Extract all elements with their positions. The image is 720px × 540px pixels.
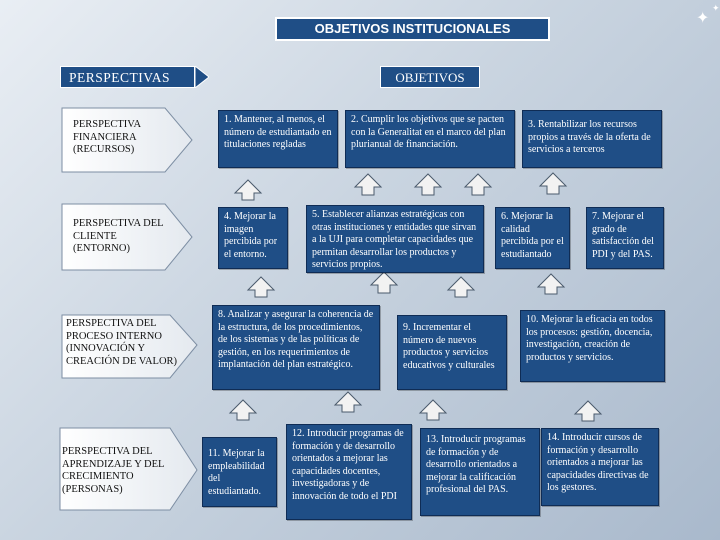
svg-text:✦: ✦ [696,8,710,27]
perspective-financial: PERSPECTIVA FINANCIERA (RECURSOS) [73,119,141,155]
objective-box-5: 5. Establecer alianzas estratégicas con otras instituciones y entidades que sirvan a la UJI para completar capacidades que permitan desarrollar los productos y servicios propios. [306,205,484,273]
up-arrow-5 [540,173,566,194]
perspective-learning-growth: PERSPECTIVA DEL APRENDIZAJE Y DEL CRECIMIENTO (PERSONAS) [62,446,165,495]
perspective-internal-process: PERSPECTIVA DEL PROCESO INTERNO (INNOVACIÓN Y CREACIÓN DE VALOR) [66,318,178,367]
up-arrow-9 [538,274,564,294]
svg-text:✦: ✦ [712,4,720,14]
up-arrow-4 [465,174,491,195]
perspectives-header: PERSPECTIVAS [60,66,195,88]
up-arrow-13 [575,401,601,421]
objective-box-10: 10. Mejorar la eficacia en todos los procesos: gestión, docencia, investigación, creación de productos y servicios. [520,310,665,382]
objective-box-3: 3. Rentabilizar los recursos propios a través de la oferta de servicios a terceros [522,110,662,168]
up-arrow-8 [448,277,474,297]
perspective-client: PERSPECTIVA DEL CLIENTE (ENTORNO) [73,218,164,254]
up-arrow-2 [355,174,381,195]
objective-box-7: 7. Mejorar el grado de satisfacción del PDI y del PAS. [586,207,664,269]
objective-box-6: 6. Mejorar la calidad percibida por el estudiantado [495,207,570,269]
objective-box-1: 1. Mantener, al menos, el número de estudiantado en titulaciones regladas [218,110,338,168]
objective-box-4: 4. Mejorar la imagen percibida por el entorno. [218,207,288,269]
objective-box-9: 9. Incrementar el número de nuevos productos y servicios educativos y culturales [397,315,507,390]
objective-box-14: 14. Introducir cursos de formación y desarrollo orientados a mejorar las capacidades directivas de los gestores. [541,428,659,506]
objective-box-13: 13. Introducir programas de formación y de desarrollo orientados a mejorar la calificación profesional del PAS. [420,428,540,516]
up-arrow-1 [235,180,261,200]
up-arrow-12 [420,400,446,420]
up-arrow-7 [371,272,397,293]
objective-box-11: 11. Mejorar la empleabilidad del estudiantado. [202,437,277,507]
up-arrow-11 [335,392,361,412]
up-arrow-10 [230,400,256,420]
page-title: OBJETIVOS INSTITUCIONALES [275,17,550,41]
up-arrow-3 [415,174,441,195]
objective-box-2: 2. Cumplir los objetivos que se pacten con la Generalitat en el marco del plan plurianual de financiación. [345,110,515,168]
objective-box-12: 12. Introducir programas de formación y de desarrollo orientados a mejorar las capacidades docentes, investigadoras y de innovación de todo el PDI [286,424,412,520]
objectives-header: OBJETIVOS [380,66,480,88]
objective-box-8: 8. Analizar y asegurar la coherencia de la estructura, de los procedimientos, de los sistemas y de las políticas de gestión, en los requerimientos de implantación del plan estratégico. [212,305,380,390]
up-arrow-6 [248,277,274,297]
